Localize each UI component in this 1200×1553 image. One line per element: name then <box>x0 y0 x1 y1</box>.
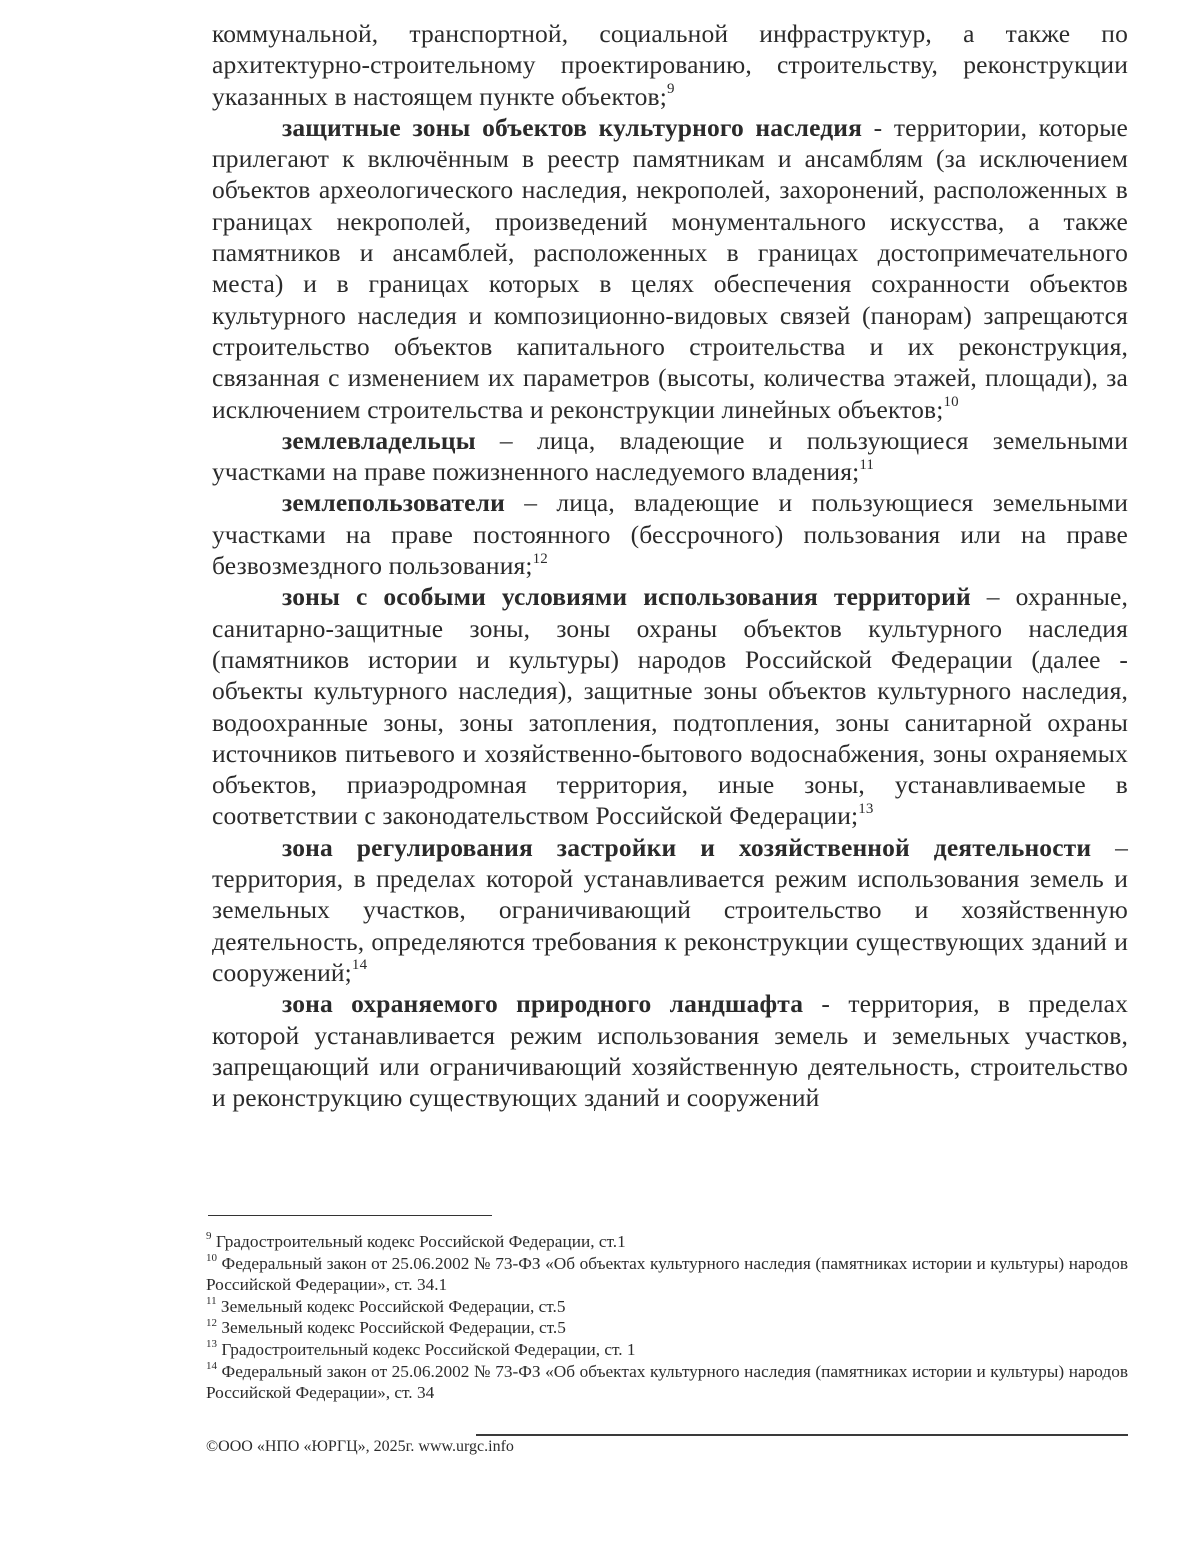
paragraph-text: - территория, в пределах которой устанавливается режим использования земель и земельных участков, запрещающий или ограничивающий хозяйственную деятельность, строительство и реконструкцию существующих зданий и сооружений <box>212 989 1128 1113</box>
document-body <box>212 18 1128 1113</box>
footnote-ref[interactable]: 9 <box>666 81 675 98</box>
footnote-12 <box>206 1317 1128 1339</box>
paragraph-text: - территории, которые прилегают к включённым в реестр памятникам и ансамблям (за исключением объектов археологического наследия, некрополей, захоронений, расположенных в границах некрополей, произведений монументального искусства, а также памятников и ансамблей, расположенных в границах достопримечательного места) и в границах которых в целях обеспечения сохранности объектов культурного наследия и композиционно-видовых связей (панорам) запрещаются строительство объектов капитального строительства и их реконструкция, связанная с изменением их параметров (высоты, количества этажей, площади), за исключением строительства и реконструкции линейных объектов; <box>212 112 1128 424</box>
footnote-text: Градостроительный кодекс Российской Федерации, ст. 1 <box>217 1339 636 1359</box>
footnote-ref[interactable]: 12 <box>532 550 548 567</box>
footnote-10 <box>206 1253 1128 1296</box>
paragraph-landscape-zone <box>212 988 1128 1113</box>
term-special-zones: зоны с особыми условиями использования территорий <box>282 582 971 612</box>
page-footer <box>206 1434 1128 1457</box>
term-land-users: землепользователи <box>282 488 505 518</box>
term-landscape-zone: зона охраняемого природного ландшафта <box>282 989 804 1019</box>
footnote-number: 13 <box>206 1338 217 1351</box>
term-protective-zones: защитные зоны объектов культурного наследия <box>282 112 863 142</box>
footnote-11 <box>206 1296 1128 1318</box>
term-landowners: землевладельцы <box>282 425 476 455</box>
paragraph-regulation-zone <box>212 832 1128 988</box>
term-regulation-zone: зона регулирования застройки и хозяйственной деятельности <box>282 832 1092 862</box>
paragraph-text: – лица, владеющие и пользующиеся земельными участками на праве постоянного (бессрочного) пользования или на праве безвозмездного пользования; <box>212 488 1128 581</box>
footnote-separator <box>208 1215 492 1216</box>
footer-rule <box>476 1434 1128 1436</box>
footnote-text: Градостроительный кодекс Российской Федерации, ст.1 <box>211 1232 626 1251</box>
footnote-9 <box>206 1231 1128 1253</box>
footnote-number: 9 <box>206 1230 212 1243</box>
footer-copyright: ©ООО «НПО «ЮРГЦ», 2025г. www.urgc.info <box>206 1438 514 1455</box>
footnotes-section <box>206 1215 1128 1404</box>
paragraph-text: – охранные, санитарно-защитные зоны, зоны охраны объектов культурного наследия (памятников истории и культуры) народов Российской Федерации (далее - объекты культурного наследия), защитные зоны объектов культурного наследия, водоохранные зоны, зоны затопления, подтопления, зоны санитарной охраны источников питьевого и хозяйственно-бытового водоснабжения, зоны охраняемых объектов, приаэродромная территория, иные зоны, устанавливаемые в соответствии с законодательством Российской Федерации; <box>212 582 1128 831</box>
footnote-text: Федеральный закон от 25.06.2002 № 73-ФЗ «Об объектах культурного наследия (памятниках истории и культуры) народов Российской Федерации», ст. 34.1 <box>206 1253 1128 1295</box>
paragraph-protective-zones <box>212 112 1128 425</box>
footnote-number: 10 <box>206 1251 217 1264</box>
paragraph-text: коммунальной, транспортной, социальной инфраструктур, а также по архитектурно-строительному проектированию, строительству, реконструкции указанных в настоящем пункте объектов; <box>212 19 1128 111</box>
footnote-ref[interactable]: 13 <box>858 800 874 817</box>
footnote-number: 12 <box>206 1316 217 1329</box>
paragraph-special-zones <box>212 581 1128 831</box>
footnote-14 <box>206 1361 1128 1404</box>
footnote-text: Земельный кодекс Российской Федерации, ст.5 <box>216 1296 566 1316</box>
paragraph-text: – территория, в пределах которой устанавливается режим использования земель и земельных участков, ограничивающий строительство и хозяйственную деятельность, определяются требования к реконструкции существующих зданий и сооружений; <box>212 832 1128 987</box>
footnote-ref[interactable]: 11 <box>859 456 875 473</box>
footnote-number: 11 <box>206 1295 217 1308</box>
paragraph-land-users <box>212 487 1128 581</box>
footnote-ref[interactable]: 14 <box>351 957 368 974</box>
footnote-ref[interactable]: 10 <box>943 394 959 411</box>
paragraph-infrastructure-continuation <box>212 18 1128 112</box>
footnote-text: Федеральный закон от 25.06.2002 № 73-ФЗ «Об объектах культурного наследия (памятниках истории и культуры) народов Российской Федерации», ст. 34 <box>206 1361 1128 1403</box>
paragraph-text: – лица, владеющие и пользующиеся земельными участками на праве пожизненного наследуемого владения; <box>212 425 1128 487</box>
footnote-text: Земельный кодекс Российской Федерации, ст.5 <box>217 1318 566 1338</box>
footnote-number: 14 <box>206 1359 217 1372</box>
paragraph-landowners <box>212 425 1128 488</box>
footnote-13 <box>206 1339 1128 1361</box>
